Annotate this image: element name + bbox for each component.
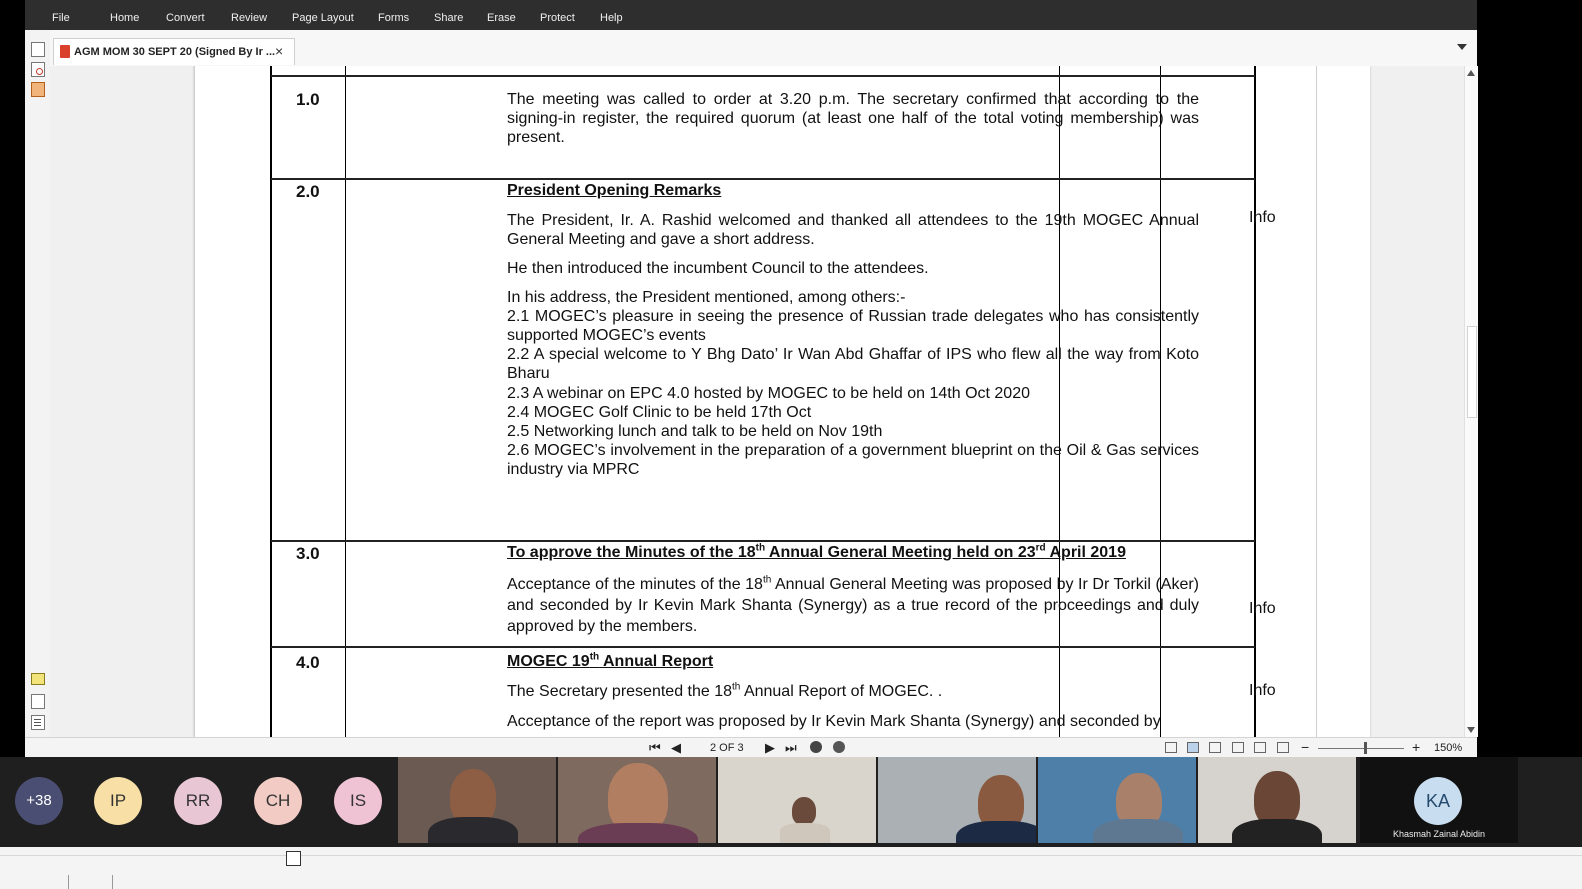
first-page-icon[interactable]: ⏮ [649, 740, 661, 755]
document-tab-title: AGM MOM 30 SEPT 20 (Signed By Ir ... [74, 46, 276, 58]
item-number: 4.0 [296, 653, 320, 672]
item-status: Info [1249, 209, 1276, 226]
table-divider [345, 66, 346, 737]
item-paragraph: Acceptance of the report was proposed by Ir Kevin Mark Shanta (Synergy) and seconded by [507, 713, 1161, 730]
item-number: 3.0 [296, 544, 320, 563]
document-page [194, 66, 1370, 737]
facing-view-icon[interactable] [1209, 742, 1221, 753]
avatar: KA [1414, 777, 1462, 825]
fit-page-icon[interactable] [1254, 742, 1266, 753]
table-row-border [271, 646, 1255, 648]
menu-file[interactable]: File [52, 12, 70, 24]
participant-name: Khasmah Zainal Abidin [1392, 829, 1486, 839]
list-item: 2.6 MOGEC’s involvement in the preparation of a government blueprint on the Oil & Gas services industry via MPRC [507, 442, 1199, 478]
host-taskbar [0, 847, 1582, 889]
participant-video[interactable] [878, 757, 1036, 843]
list-item: 2.4 MOGEC Golf Clinic to be held 17th Oct [507, 404, 812, 421]
search-document-icon[interactable] [31, 62, 45, 77]
avatar[interactable]: IS [334, 777, 382, 825]
menu-review[interactable]: Review [231, 12, 268, 24]
item-heading: To approve the Minutes of the 18th Annual General Meeting held on 23rd April 2019 [507, 542, 1126, 561]
table-border-right [1254, 66, 1256, 737]
document-tab[interactable] [53, 38, 295, 65]
scrollbar-thumb[interactable] [1467, 326, 1477, 418]
menu-bar [25, 0, 1477, 30]
scroll-down-icon[interactable] [1467, 727, 1475, 733]
tab-list-chevron-down-icon[interactable] [1457, 44, 1467, 50]
participant-video[interactable] [718, 757, 876, 843]
menu-convert[interactable]: Convert [166, 12, 205, 24]
previous-page-icon[interactable]: ◀ [671, 740, 681, 755]
item-status: Info [1249, 682, 1276, 699]
item-number: 2.0 [296, 182, 320, 201]
next-view-icon[interactable] [833, 741, 845, 753]
participant-video[interactable] [558, 757, 716, 843]
menu-erase[interactable]: Erase [487, 12, 516, 24]
list-item: 2.1 MOGEC’s pleasure in seeing the presence of Russian trade delegates who has consistently supported MOGEC’s events [507, 308, 1199, 344]
participant-video[interactable] [1038, 757, 1196, 843]
menu-help[interactable]: Help [600, 12, 623, 24]
item-paragraph: The President, Ir. A. Rashid welcomed and thanked all attendees to the 19th MOGEC Annual General Meeting and gave a short address. [507, 212, 1199, 248]
table-border-left [270, 66, 272, 737]
document-viewer[interactable] [50, 66, 1477, 737]
fit-width-icon[interactable] [1277, 742, 1289, 753]
next-page-icon[interactable]: ▶ [765, 740, 775, 755]
zoom-slider-handle[interactable] [1364, 742, 1367, 754]
continuous-view-icon[interactable] [1187, 742, 1199, 753]
page-margin-line [1316, 66, 1317, 737]
list-item: 2.3 A webinar on EPC 4.0 hosted by MOGEC to be held on 14th Oct 2020 [507, 385, 1030, 402]
page-thumbnails-icon[interactable] [31, 42, 45, 57]
zoom-slider[interactable] [1318, 748, 1404, 749]
comments-icon[interactable] [31, 673, 45, 685]
item-number: 1.0 [296, 90, 320, 109]
item-heading: MOGEC 19th Annual Report [507, 651, 714, 670]
menu-protect[interactable]: Protect [540, 12, 575, 24]
participant-video[interactable] [1198, 757, 1356, 843]
menu-page-layout[interactable]: Page Layout [292, 12, 354, 24]
scroll-up-icon[interactable] [1467, 70, 1475, 76]
table-row-border [271, 178, 1255, 180]
more-participants-badge[interactable]: +38 [15, 777, 63, 825]
avatar[interactable]: IP [94, 777, 142, 825]
zoom-in-button[interactable]: + [1412, 739, 1421, 755]
item-status: Info [1249, 600, 1276, 617]
status-bar [25, 737, 1477, 758]
item-heading: President Opening Remarks [507, 182, 722, 199]
avatar[interactable]: CH [254, 777, 302, 825]
cursor-icon [286, 851, 301, 866]
item-paragraph: Acceptance of the minutes of the 18th Annual General Meeting was proposed by Ir Dr Torkil (Aker) and seconded by Ir Kevin Mark Shanta (Synergy) as a true record of the proceedings and duly approved by the members. [507, 574, 1199, 635]
menu-forms[interactable]: Forms [378, 12, 410, 24]
grid-view-icon[interactable] [1232, 742, 1244, 753]
page-indicator[interactable]: 2 OF 3 [710, 742, 744, 754]
item-text: The meeting was called to order at 3.20 p.m. The secretary confirmed that according to the signing-in register, the required quorum (at least one half of the total voting membership) was present. [507, 91, 1199, 146]
layers-icon[interactable] [31, 715, 45, 730]
meeting-participants-strip [0, 757, 1582, 847]
item-paragraph: He then introduced the incumbent Council to the attendees. [507, 260, 929, 277]
left-panel-rail [25, 30, 51, 737]
last-page-icon[interactable]: ⏭ [785, 740, 797, 755]
close-tab-icon[interactable]: × [275, 43, 284, 59]
list-item: 2.2 A special welcome to Y Bhg Dato’ Ir Wan Abd Ghaffar of IPS who flew all the way from Koto Bharu [507, 346, 1199, 382]
menu-home[interactable]: Home [110, 12, 140, 24]
single-page-view-icon[interactable] [1165, 742, 1177, 753]
avatar[interactable]: RR [174, 777, 222, 825]
item-paragraph: The Secretary presented the 18th Annual Report of MOGEC. . [507, 681, 943, 700]
pdf-file-icon [60, 45, 70, 58]
item-paragraph: In his address, the President mentioned, among others:- [507, 289, 906, 306]
table-row-border [271, 75, 1255, 77]
vertical-scrollbar[interactable] [1464, 66, 1478, 737]
attachments-icon[interactable] [31, 694, 45, 709]
bookmarks-icon[interactable] [31, 82, 45, 97]
zoom-level[interactable]: 150% [1434, 742, 1463, 754]
participant-video[interactable] [398, 757, 556, 843]
page-margin-line [194, 66, 195, 737]
list-item: 2.5 Networking lunch and talk to be held on Nov 19th [507, 423, 883, 440]
participant-tile[interactable] [1360, 757, 1518, 843]
previous-view-icon[interactable] [810, 741, 822, 753]
menu-share[interactable]: Share [434, 12, 464, 24]
document-tab-bar [50, 30, 1477, 67]
zoom-out-button[interactable]: − [1301, 739, 1310, 755]
